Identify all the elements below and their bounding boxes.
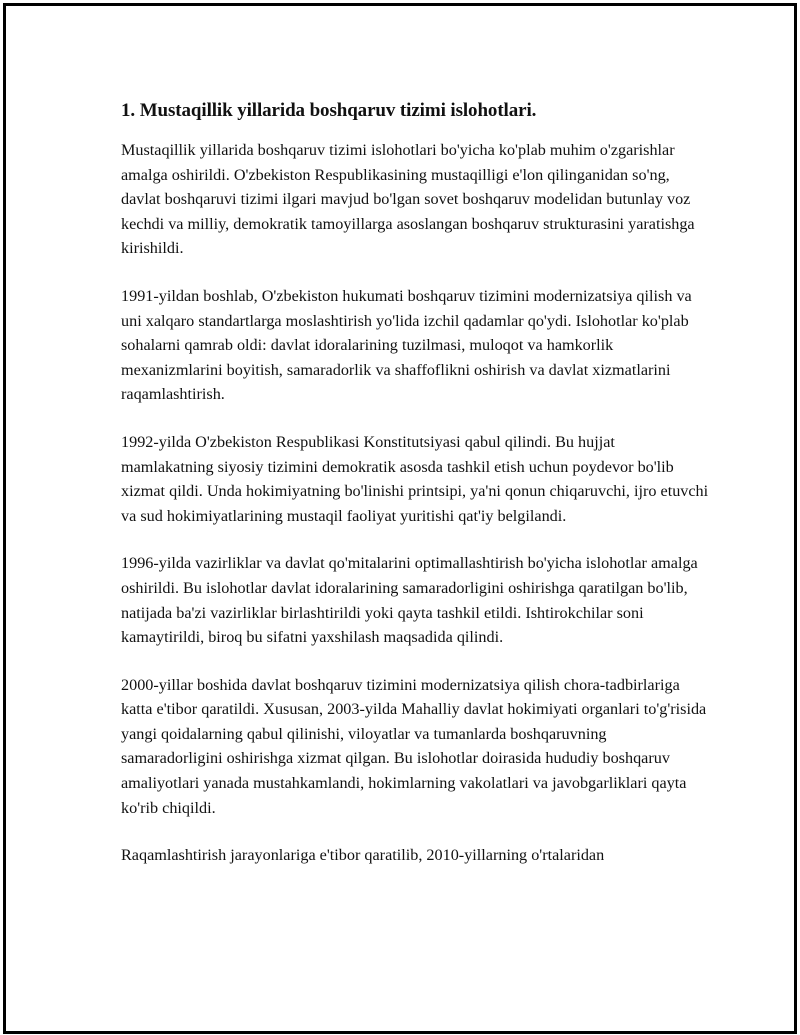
paragraph-1991: 1991-yildan boshlab, O'zbekiston hukumati boshqaruv tizimini modernizatsiya qilish va uni xalqaro standartlarga moslashtirish yo'lida izchil qadamlar qo'ydi. Islohotlar ko'plab sohalarni qamrab oldi: davlat idoralarining tuzilmasi, muloqot va hamkorlik mexanizmlarini boyitish, samaradorlik va shaffoflikni oshirish va davlat xizmatlarini raqamlashtirish.	[121, 286, 692, 404]
paragraph-1992: 1992-yilda O'zbekiston Respublikasi Konstitutsiyasi qabul qilindi. Bu hujjat mamlakatning siyosiy tizimini demokratik asosda tashkil etish uchun poydevor bo'lib xizmat qildi. Unda hokimiyatning bo'linishi printsipi, ya'ni qonun chiqaruvchi, ijro etuvchi va sud hokimiyatlarining mustaqil faoliyat yuritishi qat'iy belgilandi.	[121, 432, 709, 525]
paragraph-1996: 1996-yilda vazirliklar va davlat qo'mitalarini optimallashtirish bo'yicha islohotlar amalga oshirildi. Bu islohotlar davlat idoralarining samaradorligini oshirishga qaratilgan bo'lib, natijada ba'zi vazirliklar birlashtirildi yoki qayta tashkil etildi. Ishtirokchilar soni kamaytirildi, biroq bu sifatni yaxshilash maqsadida qilindi.	[121, 554, 698, 647]
paragraph-intro: Mustaqillik yillarida boshqaruv tizimi islohotlari bo'yicha ko'plab muhim o'zgarishlar amalga oshirildi. O'zbekiston Respublikasining mustaqilligi e'lon qilinganidan so'ng, davlat boshqaruvi tizimi ilgari mavjud bo'lgan sovet boshqaruv modelidan butunlay voz kechdi va milliy, demokratik tamoyillarga asoslangan boshqaruv strukturasini yaratishga kirishildi.	[121, 141, 695, 258]
page-frame	[3, 3, 797, 1034]
document-body	[121, 98, 711, 868]
paragraph-2000s: 2000-yillar boshida davlat boshqaruv tizimini modernizatsiya qilish chora-tadbirlariga katta e'tibor qaratildi. Xususan, 2003-yilda Mahalliy davlat hokimiyati organlari to'g'risida yangi qoidalarning qabul qilinishi, viloyatlar va tumanlarda boshqaruvning samaradorligini oshirishga xizmat qilgan. Bu islohotlar doirasida hududiy boshqaruv amaliyotlari yanada mustahkamlandi, hokimlarning vakolatlari va javobgarliklari qayta ko'rib chiqildi.	[121, 675, 707, 817]
paragraph-digitalization: Raqamlashtirish jarayonlariga e'tibor qaratilib, 2010-yillarning o'rtalaridan	[121, 846, 605, 865]
section-heading: 1. Mustaqillik yillarida boshqaruv tizimi islohotlari.	[121, 100, 537, 121]
